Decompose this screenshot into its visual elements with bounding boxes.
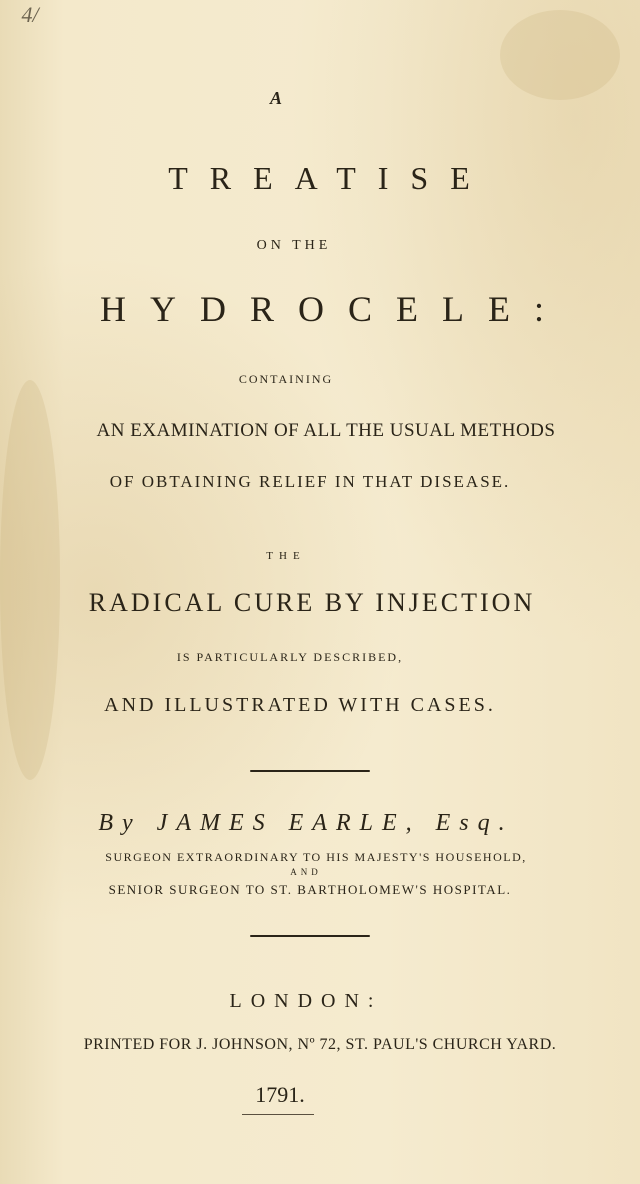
main-title: TREATISE — [168, 160, 492, 196]
divider-rule — [250, 770, 370, 772]
imprint-year: 1791. — [255, 1082, 305, 1107]
author-title-2: SENIOR SURGEON TO ST. BARTHOLOMEW'S HOSPITAL. — [108, 882, 512, 897]
examination-line: AN EXAMINATION OF ALL THE USUAL METHODS — [96, 420, 556, 441]
containing-text: CONTAINING — [238, 372, 334, 386]
corner-mark: 4/ — [21, 2, 39, 27]
title-article: A — [269, 88, 282, 108]
imprint-printer: PRINTED FOR J. JOHNSON, Nº 72, ST. PAUL'S CHURCH YARD. — [83, 1036, 557, 1053]
subject-title: HYDROCELE: — [100, 289, 568, 329]
imprint-place: LONDON: — [229, 990, 383, 1012]
divider-rule — [250, 935, 370, 937]
obtaining-line: OF OBTAINING RELIEF IN THAT DISEASE. — [109, 472, 511, 491]
the-text: THE — [266, 550, 306, 562]
author-and: AND — [290, 867, 322, 877]
year-underline — [242, 1114, 314, 1115]
paper-stain — [500, 10, 620, 100]
particularly-line: IS PARTICULARLY DESCRIBED, — [176, 650, 404, 664]
on-the-text: ON THE — [256, 238, 332, 253]
author-title-1: SURGEON EXTRAORDINARY TO HIS MAJESTY'S HOUSEHOLD, — [105, 850, 527, 864]
illustrated-line: AND ILLUSTRATED WITH CASES. — [104, 694, 496, 716]
author-line: By JAMES EARLE, Esq. — [98, 810, 514, 836]
radical-cure-line: RADICAL CURE BY INJECTION — [88, 588, 536, 617]
